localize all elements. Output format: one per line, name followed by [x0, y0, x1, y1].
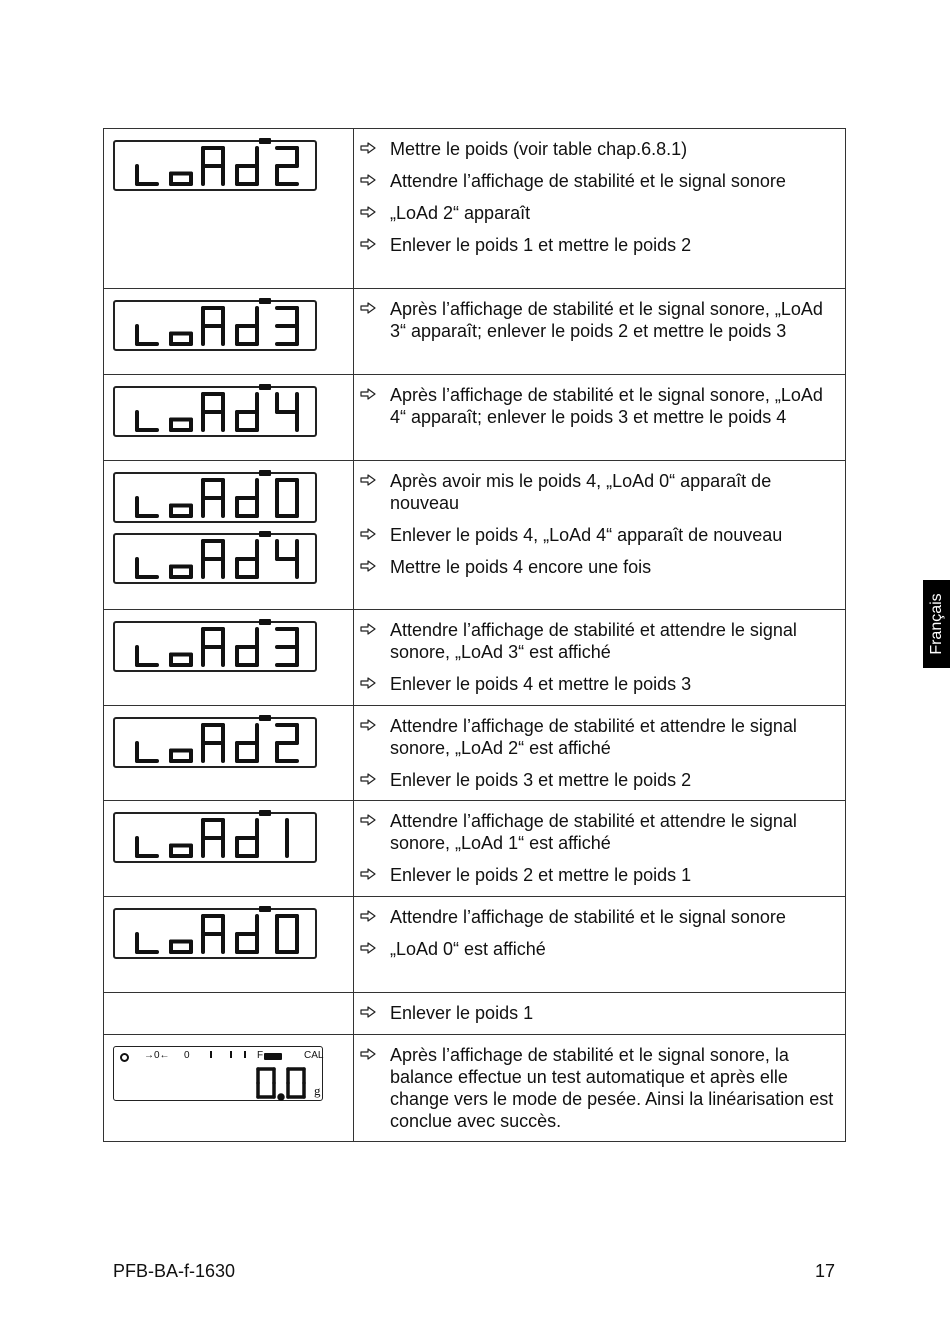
weight-reading: [252, 1067, 312, 1101]
arrow-right-outline-icon: [360, 1006, 376, 1018]
arrow-right-outline-icon: [360, 142, 376, 154]
instruction-cell: [354, 1035, 846, 1142]
instruction-text: „LoAd 2“ apparaît: [390, 203, 531, 223]
stability-bar-icon: [259, 619, 271, 625]
stability-bar-icon: [259, 138, 271, 144]
display-cell: [104, 610, 354, 706]
display-cell: [104, 375, 354, 461]
display-cell: [104, 129, 354, 289]
instruction-cell: [354, 375, 846, 461]
lcd-display: [113, 472, 317, 523]
instruction-list: [390, 298, 835, 342]
display-cell: [104, 801, 354, 897]
instruction-item: [390, 938, 835, 960]
arrow-right-outline-icon: [360, 773, 376, 785]
arrow-right-outline-icon: [360, 388, 376, 400]
stable-ring-icon: [120, 1053, 129, 1062]
lcd-display: [113, 140, 317, 191]
step-row: [104, 375, 846, 461]
instruction-list: [390, 810, 835, 886]
linearization-steps-table: [103, 128, 846, 1142]
instruction-text: Mettre le poids (voir table chap.6.8.1): [390, 139, 688, 159]
instruction-cell: [354, 801, 846, 897]
arrow-right-outline-icon: [360, 1048, 376, 1060]
instruction-item: [390, 673, 835, 695]
segment-readout: [133, 306, 303, 348]
instruction-item: [390, 556, 835, 578]
display-cell: [104, 289, 354, 375]
display-cell: [104, 461, 354, 610]
step-row: [104, 289, 846, 375]
instruction-cell: [354, 706, 846, 801]
instruction-text: Attendre l’affichage de stabilité et attendre le signal sonore, „LoAd 2“ est affiché: [390, 716, 797, 758]
instruction-item: [390, 138, 835, 160]
step-row: [104, 461, 846, 610]
segment-readout: [133, 478, 303, 520]
instruction-item: [390, 170, 835, 192]
instruction-item: [390, 619, 835, 663]
stability-bar-icon: [259, 715, 271, 721]
language-tab-label: Français: [927, 593, 945, 655]
lcd-display: [113, 533, 317, 584]
indicator-tick: [244, 1051, 246, 1058]
arrow-right-outline-icon: [360, 719, 376, 731]
step-row: [104, 1035, 846, 1142]
segment-readout: [133, 392, 303, 434]
segment-readout: [133, 914, 303, 956]
instruction-item: [390, 524, 835, 546]
stability-bar-icon: [259, 470, 271, 476]
instruction-cell: [354, 129, 846, 289]
instruction-text: Attendre l’affichage de stabilité et le signal sonore: [390, 907, 786, 927]
lcd-display: [113, 908, 317, 959]
instruction-text: Enlever le poids 1 et mettre le poids 2: [390, 235, 692, 255]
lcd-display: [113, 386, 317, 437]
unit-label: g: [314, 1083, 321, 1098]
display-cell: [104, 993, 354, 1035]
arrow-right-outline-icon: [360, 528, 376, 540]
instruction-item: [390, 1044, 835, 1132]
step-row: [104, 706, 846, 801]
indicator-tick: [210, 1051, 212, 1058]
arrow-right-outline-icon: [360, 623, 376, 635]
instruction-text: Mettre le poids 4 encore une fois: [390, 557, 652, 577]
instruction-list: [390, 906, 835, 960]
instruction-item: [390, 715, 835, 759]
instruction-item: [390, 384, 835, 428]
instruction-cell: [354, 993, 846, 1035]
display-cell: [104, 1035, 354, 1142]
display-cell: [104, 897, 354, 993]
segment-readout: [133, 146, 303, 188]
footer-doc-ref: PFB-BA-f-1630: [113, 1261, 236, 1281]
zero-indicator: →0←: [144, 1050, 170, 1061]
instruction-text: „LoAd 0“ est affiché: [390, 939, 546, 959]
stability-bar-icon: [259, 810, 271, 816]
stability-bar-icon: [259, 906, 271, 912]
arrow-right-outline-icon: [360, 910, 376, 922]
arrow-right-outline-icon: [360, 560, 376, 572]
segment-readout: [133, 818, 303, 860]
arrow-right-outline-icon: [360, 814, 376, 826]
stability-bar-icon: [259, 531, 271, 537]
zero-label: 0: [184, 1050, 190, 1061]
instruction-text: Attendre l’affichage de stabilité et le signal sonore: [390, 171, 786, 191]
segment-readout: [133, 627, 303, 669]
instruction-cell: [354, 897, 846, 993]
instruction-item: [390, 202, 835, 224]
instruction-text: Après avoir mis le poids 4, „LoAd 0“ apparaît de nouveau: [390, 471, 772, 513]
instruction-text: Enlever le poids 1: [390, 1003, 534, 1023]
instruction-list: [390, 1044, 835, 1132]
lcd-display: [113, 300, 317, 351]
instruction-text: Attendre l’affichage de stabilité et attendre le signal sonore, „LoAd 3“ est affiché: [390, 620, 797, 662]
instruction-item: [390, 470, 835, 514]
arrow-right-outline-icon: [360, 677, 376, 689]
lcd-display: [113, 621, 317, 672]
segment-readout: [133, 723, 303, 765]
cal-label: CAL: [304, 1050, 324, 1061]
arrow-right-outline-icon: [360, 302, 376, 314]
instruction-item: [390, 1002, 835, 1024]
step-row: [104, 993, 846, 1035]
instruction-item: [390, 864, 835, 886]
display-cell: [104, 706, 354, 801]
language-tab: [923, 580, 950, 668]
instruction-cell: [354, 289, 846, 375]
instruction-text: Après l’affichage de stabilité et le signal sonore, la balance effectue un test automatique et après elle change vers le mode de pesée. Ainsi la linéarisation est conclue avec succès.: [390, 1045, 834, 1131]
instruction-list: [390, 384, 835, 428]
instruction-item: [390, 769, 835, 791]
instruction-text: Attendre l’affichage de stabilité et attendre le signal sonore, „LoAd 1“ est affiché: [390, 811, 797, 853]
f-label: F: [257, 1050, 264, 1061]
arrow-right-outline-icon: [360, 942, 376, 954]
instruction-item: [390, 298, 835, 342]
instruction-text: Après l’affichage de stabilité et le signal sonore, „LoAd 4“ apparaît; enlever le poids 3 et mettre le poids 4: [390, 385, 823, 427]
arrow-right-outline-icon: [360, 868, 376, 880]
instruction-list: [390, 619, 835, 695]
instruction-cell: [354, 610, 846, 706]
footer-page-number: 17: [815, 1261, 836, 1281]
instruction-item: [390, 810, 835, 854]
step-row: [104, 610, 846, 706]
stability-bar-icon: [259, 384, 271, 390]
step-row: [104, 801, 846, 897]
instruction-item: [390, 906, 835, 928]
instruction-text: Enlever le poids 4, „LoAd 4“ apparaît de nouveau: [390, 525, 783, 545]
instruction-text: Enlever le poids 2 et mettre le poids 1: [390, 865, 692, 885]
lcd-display: [113, 717, 317, 768]
arrow-right-outline-icon: [360, 238, 376, 250]
segment-readout: [133, 539, 303, 581]
stability-bar-icon: [259, 298, 271, 304]
step-row: [104, 129, 846, 289]
arrow-right-outline-icon: [360, 474, 376, 486]
instruction-text: Après l’affichage de stabilité et le signal sonore, „LoAd 3“ apparaît; enlever le poids 2 et mettre le poids 3: [390, 299, 823, 341]
arrow-right-outline-icon: [360, 206, 376, 218]
instruction-list: [390, 470, 835, 578]
battery-icon: [264, 1053, 282, 1060]
instruction-text: Enlever le poids 4 et mettre le poids 3: [390, 674, 692, 694]
indicator-tick: [230, 1051, 232, 1058]
instruction-cell: [354, 461, 846, 610]
arrow-right-outline-icon: [360, 174, 376, 186]
instruction-item: [390, 234, 835, 256]
instruction-list: [390, 715, 835, 791]
balance-weighing-display: [113, 1046, 323, 1101]
instruction-list: [390, 1002, 835, 1024]
instruction-text: Enlever le poids 3 et mettre le poids 2: [390, 770, 692, 790]
instruction-list: [390, 138, 835, 256]
step-row: [104, 897, 846, 993]
lcd-display: [113, 812, 317, 863]
